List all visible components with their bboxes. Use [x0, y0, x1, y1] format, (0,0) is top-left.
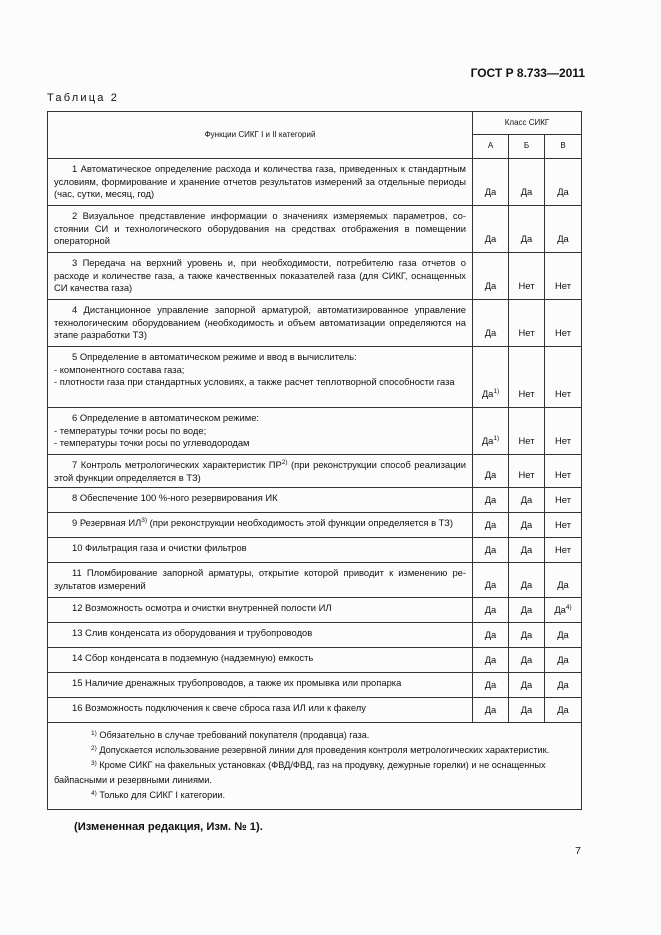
function-line: [54, 627, 466, 640]
class-b-value: [509, 648, 545, 673]
class-a-value: [473, 159, 509, 206]
value-text: Нет: [555, 435, 571, 447]
class-c-value: [545, 488, 582, 513]
class-b-value: [509, 253, 545, 300]
function-number: 3: [72, 257, 78, 268]
function-text: Возможность подключения к свече сброса газа ИЛ или к факелу: [85, 702, 366, 714]
class-a-value: [473, 347, 509, 408]
value-text: Да: [481, 388, 494, 400]
footnote-ref: 4): [565, 603, 572, 611]
table-row: [48, 698, 582, 723]
table-caption: Таблица 2: [47, 92, 120, 104]
table-row: [48, 206, 582, 253]
function-cell: [48, 408, 473, 455]
value-text: Да: [557, 628, 569, 640]
class-b-value: [509, 488, 545, 513]
class-c-value: [545, 513, 582, 538]
class-c-value: [545, 538, 582, 563]
function-cell: [48, 698, 473, 723]
class-a-value: [473, 673, 509, 698]
function-cell: [48, 513, 473, 538]
function-number: 13: [72, 627, 83, 639]
table-row: [48, 513, 582, 538]
function-line: [54, 437, 466, 450]
value-text: Нет: [518, 280, 535, 292]
function-line: [54, 652, 466, 665]
value-text: Да: [520, 186, 533, 198]
function-cell: [48, 563, 473, 598]
class-a-value: [473, 598, 509, 623]
footnote-ref: 2): [281, 459, 288, 466]
footnote-mark: 1): [91, 730, 97, 738]
class-a-value: [473, 455, 509, 488]
value-text: Да: [557, 703, 569, 715]
value-text: Да: [484, 603, 497, 615]
function-number: 16: [72, 702, 83, 714]
function-number: 12: [72, 602, 83, 614]
table-row: [48, 563, 582, 598]
class-column-a: А: [473, 135, 509, 159]
function-line: [54, 567, 466, 592]
class-a-value: [473, 513, 509, 538]
class-c-value: [545, 563, 582, 598]
page-number: 7: [575, 845, 581, 857]
class-c-value: [545, 159, 582, 206]
class-a-value: [473, 623, 509, 648]
edition-note: (Измененная редакция, Изм. № 1).: [74, 821, 263, 833]
function-line: [54, 210, 466, 248]
table-row: [48, 598, 582, 623]
table-row: [48, 648, 582, 673]
function-text: Дистанционное управление запорной арматурой, автоматизированное управление технологическим оборудованием (необходимость и объем автоматизации определяются на этапе разработки ТЗ): [54, 304, 466, 341]
function-line: [54, 602, 466, 615]
footnote-text: Только для СИКГ I категории.: [96, 790, 226, 801]
value-text: Да: [520, 493, 533, 505]
table-row: [48, 300, 582, 347]
value-text: Да: [554, 603, 566, 615]
function-text: Передача на верхний уровень и, при необходимости, потребителю газа отчетов о расходе и количестве газа, а также качественных показателей газа (для СИКГ, оснащенных СИ качества газа): [54, 257, 466, 294]
function-line: [54, 702, 466, 715]
class-b-value: [509, 513, 545, 538]
function-text: Сбор конденсата в подземную (надземную) емкость: [85, 652, 314, 664]
value-text: Нет: [518, 327, 535, 339]
footnote-mark: 3): [91, 760, 97, 768]
value-text: Да: [484, 233, 497, 245]
class-b-value: [509, 159, 545, 206]
function-number: 7: [72, 459, 78, 470]
function-cell: [48, 648, 473, 673]
function-cell: [48, 598, 473, 623]
class-column-header: Класс СИКГ: [473, 112, 582, 135]
footnote-text: Обязательно в случае требований покупателя (продавца) газа.: [96, 730, 370, 741]
function-text: Возможность осмотра и очистки внутренней полости ИЛ: [85, 602, 332, 614]
function-cell: [48, 300, 473, 347]
class-b-value: [509, 623, 545, 648]
function-text: Резервная ИЛ: [79, 517, 142, 529]
class-c-value: [545, 648, 582, 673]
value-text: Да: [520, 603, 533, 615]
function-number: 11: [72, 567, 82, 579]
function-line: [54, 425, 466, 438]
table-row: [48, 455, 582, 488]
value-text: Да: [484, 493, 497, 505]
function-line: [54, 163, 466, 201]
function-number: 5: [72, 351, 78, 362]
function-text: Визуальное представление информации о значениях измеряемых параметров, состоянии СИ и технологического оборудования на средствах отображения в помещении операторной: [54, 210, 467, 247]
value-text: Да: [484, 186, 497, 198]
value-text: Да: [484, 543, 497, 555]
class-a-value: [473, 563, 509, 598]
value-text: Да: [484, 578, 497, 590]
class-a-value: [473, 408, 509, 455]
value-text: Да: [557, 578, 569, 590]
footnote: [54, 758, 575, 788]
function-line: [54, 517, 466, 530]
class-b-value: [509, 347, 545, 408]
class-column-b: Б: [509, 135, 545, 159]
function-number: 15: [72, 677, 83, 689]
class-a-value: [473, 300, 509, 347]
class-a-value: [473, 648, 509, 673]
value-text: Да: [484, 518, 497, 530]
function-line: [54, 677, 466, 690]
functions-column-header: Функции СИКГ I и II категорий: [48, 112, 473, 159]
value-text: Да: [484, 327, 497, 339]
footnote-mark: 4): [91, 790, 97, 798]
value-text: Нет: [555, 327, 571, 339]
value-text: Да: [520, 703, 533, 715]
function-text: Слив конденсата из оборудования и трубопроводов: [85, 627, 313, 639]
function-number: 1: [72, 163, 78, 174]
function-number: 6: [72, 412, 78, 423]
value-text: Да: [520, 543, 533, 555]
class-c-value: [545, 455, 582, 488]
class-c-value: [545, 347, 582, 408]
function-cell: [48, 206, 473, 253]
function-line: [54, 492, 466, 505]
function-text: (при реконструкции способ реализации этой функции определяется в ТЗ): [54, 459, 466, 483]
value-text: Да: [557, 678, 569, 690]
table-row: [48, 253, 582, 300]
class-b-value: [509, 673, 545, 698]
function-text: Автоматическое определение расхода и количества газа, приведенных к стандартным условиям, формирование и хранение отчетов результатов измерений за отдельные периоды (час, сутки, месяц, год): [54, 163, 466, 200]
table-row: [48, 408, 582, 455]
class-b-value: [509, 698, 545, 723]
table-row: [48, 347, 582, 408]
value-text: Нет: [555, 388, 571, 400]
function-cell: [48, 488, 473, 513]
footnote-text: Допускается использование резервной линии для проведения контроля метрологических характеристик.: [96, 745, 550, 756]
function-line: [54, 412, 466, 425]
class-a-value: [473, 253, 509, 300]
function-cell: [48, 455, 473, 488]
function-number: 4: [72, 304, 78, 315]
class-c-value: [545, 300, 582, 347]
footnote: [54, 728, 575, 743]
value-text: Да: [557, 186, 569, 198]
value-text: Да: [484, 468, 497, 480]
class-b-value: [509, 408, 545, 455]
class-c-value: [545, 698, 582, 723]
value-text: Нет: [555, 468, 571, 480]
function-cell: [48, 538, 473, 563]
function-number: 9: [72, 517, 78, 529]
table-row: [48, 159, 582, 206]
function-text: - плотности газа при стандартных условиях, а также расчет теплотворной способности газа: [54, 376, 455, 388]
function-number: 10: [72, 542, 83, 554]
value-text: Нет: [518, 388, 535, 400]
class-b-value: [509, 206, 545, 253]
function-line: [54, 351, 466, 364]
function-text: Фильтрация газа и очистки фильтров: [85, 542, 247, 554]
function-text: - компонентного состава газа;: [54, 363, 185, 375]
class-b-value: [509, 598, 545, 623]
class-a-value: [473, 206, 509, 253]
function-text: Определение в автоматическом режиме и ввод в вычислитель:: [79, 351, 357, 362]
footnotes: [48, 723, 582, 810]
function-text: Пломбирование запорной арматуры, открытие которой приводит к изменению результатов измерений: [54, 567, 466, 591]
function-line: [54, 459, 466, 484]
function-number: 2: [72, 210, 78, 221]
value-text: Да: [484, 280, 497, 292]
value-text: Нет: [555, 518, 571, 530]
value-text: Да: [520, 678, 533, 690]
value-text: Нет: [518, 468, 535, 480]
function-cell: [48, 673, 473, 698]
function-cell: [48, 347, 473, 408]
value-text: Да: [484, 678, 497, 690]
function-line: [54, 542, 466, 555]
footnote-ref: 1): [493, 388, 500, 396]
footnote: [54, 788, 575, 803]
value-text: Да: [484, 653, 497, 665]
class-a-value: [473, 698, 509, 723]
function-number: 8: [72, 492, 78, 504]
class-b-value: [509, 563, 545, 598]
value-text: Да: [520, 653, 533, 665]
function-text: - температуры точки росы по углеводородам: [54, 437, 250, 449]
class-a-value: [473, 538, 509, 563]
value-text: Да: [520, 628, 533, 640]
value-text: Да: [557, 233, 569, 245]
standard-code: ГОСТ Р 8.733—2011: [470, 66, 585, 80]
footnote-ref: 3): [141, 517, 148, 525]
function-line: [54, 376, 466, 389]
class-b-value: [509, 538, 545, 563]
table-row: [48, 538, 582, 563]
value-text: Нет: [518, 435, 535, 447]
function-text: Обеспечение 100 %-ного резервирования ИК: [79, 492, 278, 504]
class-a-value: [473, 488, 509, 513]
value-text: Да: [481, 435, 494, 447]
function-text: (при реконструкции необходимость этой функции определяется в ТЗ): [147, 517, 454, 529]
class-c-value: [545, 253, 582, 300]
footnote-text: Кроме СИКГ на факельных установках (ФВД/ФВД, газ на продувку, дежурные горелки) и не оснащенных байпасными и резервными линиями.: [54, 760, 546, 786]
class-c-value: [545, 206, 582, 253]
function-cell: [48, 253, 473, 300]
value-text: Нет: [555, 280, 571, 292]
function-line: [54, 257, 466, 295]
class-c-value: [545, 673, 582, 698]
footnote: [54, 743, 575, 758]
function-cell: [48, 159, 473, 206]
value-text: Да: [557, 653, 569, 665]
value-text: Нет: [555, 543, 571, 555]
value-text: Да: [520, 578, 533, 590]
class-c-value: [545, 408, 582, 455]
function-line: [54, 304, 466, 342]
table-row: [48, 488, 582, 513]
footnote-ref: 1): [493, 435, 500, 443]
class-c-value: [545, 623, 582, 648]
function-text: Контроль метрологических характеристик ПР: [80, 459, 282, 470]
function-line: [54, 364, 466, 377]
class-b-value: [509, 300, 545, 347]
class-column-c: В: [545, 135, 582, 159]
class-c-value: [545, 598, 582, 623]
value-text: Нет: [555, 493, 571, 505]
function-text: - температуры точки росы по воде;: [54, 424, 207, 436]
footnote-mark: 2): [91, 745, 97, 753]
function-text: Наличие дренажных трубопроводов, а также их промывка или пропарка: [85, 677, 402, 689]
value-text: Да: [484, 703, 497, 715]
function-text: Определение в автоматическом режиме:: [79, 412, 260, 423]
value-text: Да: [520, 233, 533, 245]
value-text: Да: [520, 518, 533, 530]
table-row: [48, 623, 582, 648]
functions-table: [47, 111, 582, 810]
function-number: 14: [72, 652, 83, 664]
function-cell: [48, 623, 473, 648]
value-text: Да: [484, 628, 497, 640]
class-b-value: [509, 455, 545, 488]
table-row: [48, 673, 582, 698]
